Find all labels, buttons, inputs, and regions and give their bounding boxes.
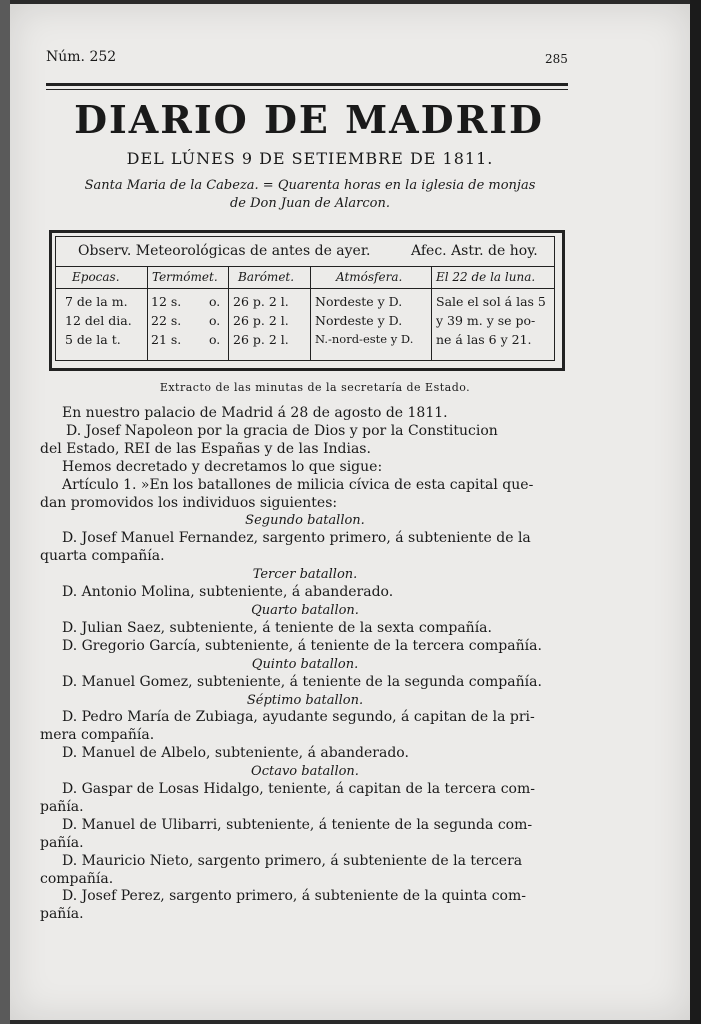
cell-epoca: 12 del dia. [65, 313, 132, 328]
cell-atmosfera: Nordeste y D. [315, 313, 403, 328]
article-line: D. Manuel de Albelo, subteniente, á abanderado. [62, 745, 409, 762]
cell-luna: y 39 m. y se po- [436, 313, 536, 328]
weather-title-left: Observ. Meteorológicas de antes de ayer. [78, 243, 371, 259]
cell-termometro-sign: o. [209, 313, 221, 328]
article-line: D. Manuel Gomez, subteniente, á teniente de la segunda compañía. [62, 673, 542, 690]
cell-termometro-sign: o. [209, 294, 221, 309]
table-col-rule [147, 267, 148, 360]
article-line: quarta compañía. [40, 548, 165, 565]
section-heading: Extracto de las minutas de la secretaría de Estado. [159, 381, 471, 394]
table-col-rule [310, 267, 311, 360]
battalion-heading: Quarto batallon. [251, 602, 359, 618]
table-col-rule [228, 267, 229, 360]
article-line: D. Julian Saez, subteniente, á teniente de la sexta compañía. [62, 619, 492, 636]
battalion-heading: Segundo batallon. [245, 513, 365, 529]
article-line: Artículo 1. »En los batallones de milicia cívica de esta capital que- [62, 476, 534, 493]
masthead-title: DIARIO DE MADRID [74, 97, 544, 142]
article-line: D. Gregorio García, subteniente, á teniente de la tercera compañía. [62, 637, 542, 654]
battalion-heading: Octavo batallon. [251, 764, 359, 780]
table-rule [56, 266, 554, 267]
battalion-heading: Quinto batallon. [251, 656, 359, 672]
masthead-rule-thick [46, 83, 568, 86]
article-line: del Estado, REI de las Españas y de las Indias. [40, 440, 371, 457]
saint-line-1: Santa Maria de la Cabeza. = Quarenta horas en la iglesia de monjas [84, 178, 536, 193]
weather-title-right: Afec. Astr. de hoy. [411, 243, 538, 259]
weather-table-title-row [56, 243, 554, 265]
saint-of-day [40, 177, 580, 213]
cell-epoca: 5 de la t. [65, 332, 121, 347]
cell-termometro: 22 s. [151, 313, 182, 328]
table-col-rule [431, 267, 432, 360]
cell-atmosfera: Nordeste y D. [315, 294, 403, 309]
dateline: DEL LÚNES 9 DE SETIEMBRE DE 1811. [126, 149, 494, 168]
article-line: pañía. [40, 906, 84, 923]
article-line: D. Josef Manuel Fernandez, sargento primero, á subteniente de la [62, 530, 531, 547]
article-line: D. Josef Napoleon por la gracia de Dios y por la Constitucion [66, 422, 498, 439]
masthead-rule-thin [46, 89, 568, 90]
cell-epoca: 7 de la m. [65, 294, 128, 309]
article-line: dan promovidos los individuos siguientes: [40, 494, 338, 511]
article-line: pañía. [40, 798, 84, 815]
col-header-barometro: Barómet. [238, 270, 295, 284]
battalion-heading: Tercer batallon. [252, 567, 358, 583]
saint-line-2: de Don Juan de Alarcon. [229, 196, 390, 211]
article-line: mera compañía. [40, 727, 155, 744]
article-line: D. Manuel de Ulibarri, subteniente, á teniente de la segunda com- [62, 816, 533, 833]
page-folio: 285 [545, 52, 568, 66]
cell-luna: ne á las 6 y 21. [436, 332, 532, 347]
cell-luna: Sale el sol á las 5 [436, 294, 546, 309]
article-body [40, 405, 570, 924]
col-header-luna: El 22 de la luna. [436, 270, 536, 284]
weather-table-inner [55, 236, 555, 361]
scan-right-edge [690, 0, 701, 1024]
issue-number: Núm. 252 [46, 49, 117, 65]
cell-termometro: 12 s. [151, 294, 182, 309]
article-line: D. Josef Perez, sargento primero, á subteniente de la quinta com- [62, 888, 526, 905]
article-line: pañía. [40, 834, 84, 851]
cell-barometro: 26 p. 2 l. [233, 332, 289, 347]
cell-barometro: 26 p. 2 l. [233, 313, 289, 328]
weather-table [49, 230, 565, 371]
cell-barometro: 26 p. 2 l. [233, 294, 289, 309]
scan-left-edge [0, 0, 10, 1024]
cell-termometro-sign: o. [209, 332, 221, 347]
table-rule [56, 288, 554, 289]
battalion-heading: Séptimo batallon. [246, 692, 364, 708]
col-header-termometro: Termómet. [152, 270, 218, 284]
article-line: D. Gaspar de Losas Hidalgo, teniente, á capitan de la tercera com- [62, 781, 535, 798]
article-line: D. Mauricio Nieto, sargento primero, á subteniente de la tercera [62, 852, 523, 869]
col-header-atmosfera: Atmósfera. [336, 270, 403, 284]
cell-termometro: 21 s. [151, 332, 182, 347]
article-line: En nuestro palacio de Madrid á 28 de agosto de 1811. [62, 405, 448, 421]
col-header-epocas: Epocas. [72, 270, 120, 284]
article-line: compañía. [40, 870, 114, 887]
article-line: D. Pedro María de Zubiaga, ayudante segundo, á capitan de la pri- [62, 709, 535, 726]
article-line: D. Antonio Molina, subteniente, á abanderado. [62, 584, 394, 601]
article-line: Hemos decretado y decretamos lo que sigue: [62, 458, 383, 475]
cell-atmosfera: N.-nord-este y D. [315, 332, 414, 346]
